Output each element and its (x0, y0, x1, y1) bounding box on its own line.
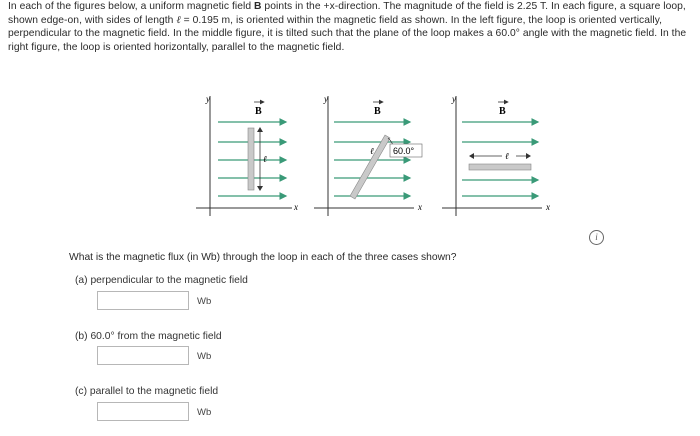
middle-loop (350, 135, 390, 199)
problem-text-2: points in the +x-direction. The magnitude of the field is 2.25 T. In each figure, a square loop, shown edge-on, with sides of length (8, 1, 686, 26)
question-text: What is the magnetic flux (in Wb) through the loop in each of the three cases shown? (69, 252, 457, 263)
middle-length-label: ℓ (370, 146, 374, 156)
middle-x-label: x (418, 202, 422, 212)
length-symbol: ℓ (176, 14, 181, 26)
left-b-label: B (255, 106, 262, 117)
part-a-label: (a) perpendicular to the magnetic field (75, 275, 248, 286)
right-figure (442, 94, 550, 216)
part-c-unit: Wb (197, 407, 212, 418)
right-x-label: x (546, 202, 550, 212)
left-x-label: x (294, 202, 298, 212)
right-y-label: y (452, 94, 456, 104)
right-loop (469, 164, 531, 170)
middle-y-label: y (324, 94, 328, 104)
part-a-answer-input[interactable] (97, 291, 189, 310)
left-loop (248, 128, 254, 190)
middle-figure (314, 94, 422, 216)
part-c-label: (c) parallel to the magnetic field (75, 386, 219, 397)
problem-text-1: In each of the figures below, a uniform magnetic field (8, 1, 255, 12)
part-b-unit: Wb (197, 351, 212, 362)
left-figure (196, 94, 298, 216)
part-a-unit: Wb (197, 296, 212, 307)
part-b-label: (b) 60.0° from the magnetic field (75, 331, 222, 342)
left-y-label: y (206, 94, 210, 104)
middle-angle-label: 60.0° (393, 146, 415, 156)
field-symbol-b: B (254, 1, 262, 12)
problem-statement (8, 0, 694, 55)
part-b-answer-input[interactable] (97, 346, 189, 365)
middle-b-label: B (374, 106, 381, 117)
right-b-label: B (499, 106, 506, 117)
info-icon[interactable]: i (589, 230, 604, 245)
figures-svg (190, 92, 562, 220)
right-length-label: ℓ (505, 151, 509, 161)
magnetic-field-figures (190, 92, 562, 220)
left-length-label: ℓ (263, 154, 267, 164)
part-c-answer-input[interactable] (97, 402, 189, 421)
problem-text-3: = 0.195 m, is oriented within the magnetic field as shown. In the left figure, the loop is oriented vertically, perpendicular to the magnetic field. In the middle figure, it is tilted such that the plane of the loop makes a 60.0° angle with the magnetic field. In the right figure, the loop is oriented horizontally, parallel to the magnetic field. (8, 14, 687, 54)
